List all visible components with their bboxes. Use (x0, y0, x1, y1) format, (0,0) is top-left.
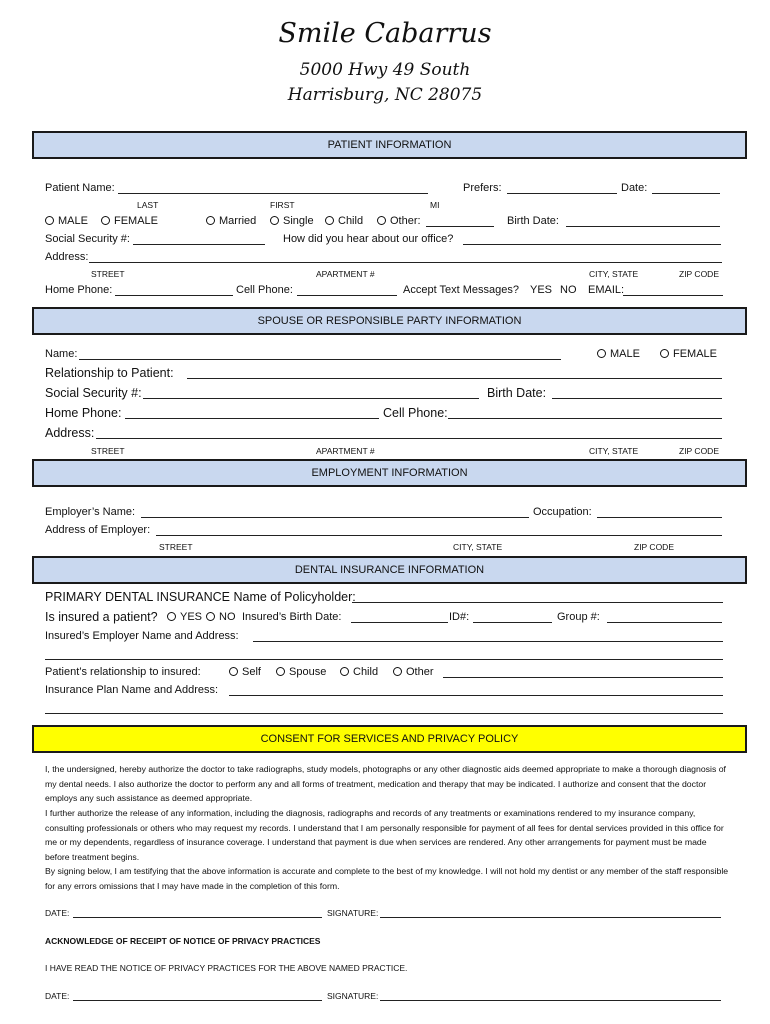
id-field[interactable] (473, 622, 552, 623)
insurance-heading: DENTAL INSURANCE INFORMATION (32, 556, 747, 584)
consent-paragraph-1: I, the undersigned, hereby authorize the doctor to take radiographs, study models, photographs or any other diagnostic aids deemed appropriate to make a thorough diagnosis of my dental needs. I also authorize the doctor to perform any and all forms of treatment, medication and therapy that may be indicated. I authorize and consent that the doctor employs any such assistance as deemed appropriate. (45, 764, 726, 803)
sub-mi: MI (430, 200, 440, 210)
spouse-female-option[interactable]: FEMALE (660, 348, 717, 360)
hear-label: How did you hear about our office? (283, 233, 454, 245)
radio-circle-icon (206, 612, 215, 621)
policyholder-label: PRIMARY DENTAL INSURANCE Name of Policyholder: (45, 590, 356, 604)
spouse-option[interactable]: Spouse (276, 666, 326, 678)
patient-female-option[interactable]: FEMALE (101, 215, 158, 227)
radio-circle-icon (45, 216, 54, 225)
ack-date-field[interactable] (73, 1000, 322, 1001)
patient-info-heading: PATIENT INFORMATION (32, 131, 747, 159)
emp-sub-zip: ZIP CODE (634, 542, 674, 552)
date-field[interactable] (652, 193, 720, 194)
text-msg-yes[interactable]: YES (530, 284, 553, 296)
hear-field[interactable] (463, 244, 721, 245)
plan-label: Insurance Plan Name and Address: (45, 684, 219, 696)
spouse-home-phone-label: Home Phone: (45, 406, 122, 420)
emp-sub-city-state: CITY, STATE (453, 542, 503, 552)
text-msg-no[interactable]: NO (560, 284, 577, 296)
consent-signature-label: SIGNATURE: (327, 908, 379, 918)
relationship-field[interactable] (187, 378, 722, 379)
employer-label: Employer’s Name: (45, 506, 136, 518)
spouse-name-field[interactable] (79, 359, 561, 360)
birth-date-label: Birth Date: (507, 215, 559, 227)
consent-signature-field[interactable] (380, 917, 721, 918)
insured-employer-field-2[interactable] (45, 659, 723, 660)
plan-field[interactable] (229, 695, 723, 696)
group-label: Group #: (557, 611, 600, 623)
radio-circle-icon (270, 216, 279, 225)
address-line-2: Harrisburg, NC 28075 (287, 85, 483, 105)
occupation-label: Occupation: (533, 506, 592, 518)
policyholder-field[interactable] (352, 602, 723, 603)
radio-circle-icon (101, 216, 110, 225)
relationship-label: Relationship to Patient: (45, 366, 174, 380)
radio-circle-icon (340, 667, 349, 676)
radio-circle-icon (597, 349, 606, 358)
radio-circle-icon (206, 216, 215, 225)
is-insured-label: Is insured a patient? (45, 610, 158, 624)
radio-circle-icon (393, 667, 402, 676)
consent-date-label: DATE: (45, 908, 70, 918)
sub-zip: ZIP CODE (679, 269, 719, 279)
ack-heading: ACKNOWLEDGE OF RECEIPT OF NOTICE OF PRIVACY PRACTICES (45, 936, 321, 946)
other-field[interactable] (426, 226, 494, 227)
employer-field[interactable] (141, 517, 529, 518)
sub-city-state: CITY, STATE (589, 269, 639, 279)
other-option[interactable]: Other: (377, 215, 421, 227)
spouse-cell-phone-field[interactable] (448, 418, 722, 419)
radio-circle-icon (377, 216, 386, 225)
insured-birth-label: Insured’s Birth Date: (242, 611, 342, 623)
date-label: Date: (621, 182, 648, 194)
employer-address-field[interactable] (156, 535, 722, 536)
ack-signature-field[interactable] (380, 1000, 721, 1001)
spouse-ssn-field[interactable] (143, 398, 479, 399)
spouse-sub-apartment: APARTMENT # (316, 446, 375, 456)
sub-last: LAST (137, 200, 159, 210)
sub-street: STREET (91, 269, 125, 279)
spouse-birth-field[interactable] (552, 398, 722, 399)
insured-employer-label: Insured’s Employer Name and Address: (45, 630, 239, 642)
home-phone-label: Home Phone: (45, 284, 113, 296)
group-field[interactable] (607, 622, 722, 623)
insured-no-option[interactable]: NO (206, 611, 236, 623)
email-label: EMAIL: (588, 284, 625, 296)
ack-date-label: DATE: (45, 991, 70, 1001)
prefers-field[interactable] (507, 193, 617, 194)
home-phone-field[interactable] (115, 295, 233, 296)
spouse-sub-city-state: CITY, STATE (589, 446, 639, 456)
ack-text: I HAVE READ THE NOTICE OF PRIVACY PRACTICES FOR THE ABOVE NAMED PRACTICE. (45, 963, 408, 973)
address-line-1: 5000 Hwy 49 South (299, 60, 471, 80)
address-field[interactable] (89, 262, 722, 263)
relationship-insured-label: Patient’s relationship to insured: (45, 666, 201, 678)
spouse-sub-street: STREET (91, 446, 125, 456)
radio-circle-icon (276, 667, 285, 676)
consent-paragraph-3: By signing below, I am testifying that the above information is accurate and complete to the best of my knowledge. I will not hold my dentist or any member of the staff responsible for any errors omissions that I may have made in the completion of this form. (45, 866, 729, 891)
other-rel-option[interactable]: Other (393, 666, 434, 678)
radio-circle-icon (325, 216, 334, 225)
spouse-address-field[interactable] (96, 438, 722, 439)
sub-apartment: APARTMENT # (316, 269, 375, 279)
sub-first: FIRST (270, 200, 295, 210)
ssn-label: Social Security #: (45, 233, 130, 245)
consent-paragraph-2: I further authorize the release of any information, including the diagnosis, radiographs and records of any treatments or examinations rendered to my insurance company, consulting professionals or others who may request my records. I understand that I am personally responsible for payment of all fees for dental services provided in this office for me or my dependents, regardless of insurance coverage. I understand that payment is due when services are rendered. Any other arrangements for payment must be made before treatment begins. (45, 808, 724, 862)
id-label: ID#: (449, 611, 470, 623)
spouse-cell-phone-label: Cell Phone: (383, 406, 448, 420)
patient-male-option[interactable]: MALE (45, 215, 88, 227)
employer-address-label: Address of Employer: (45, 524, 151, 536)
other-rel-field[interactable] (443, 677, 723, 678)
spouse-address-label: Address: (45, 426, 95, 440)
insured-birth-field[interactable] (351, 622, 448, 623)
ssn-field[interactable] (133, 244, 265, 245)
spouse-sub-zip: ZIP CODE (679, 446, 719, 456)
patient-name-field[interactable] (118, 193, 428, 194)
address-label: Address: (45, 251, 89, 263)
email-field[interactable] (623, 295, 723, 296)
radio-circle-icon (660, 349, 669, 358)
child-option[interactable]: Child (325, 215, 363, 227)
patient-name-label: Patient Name: (45, 182, 115, 194)
spouse-name-label: Name: (45, 348, 78, 360)
consent-date-field[interactable] (73, 917, 322, 918)
birth-date-field[interactable] (566, 226, 720, 227)
insured-employer-field[interactable] (253, 641, 723, 642)
ack-signature-label: SIGNATURE: (327, 991, 379, 1001)
spouse-male-option[interactable]: MALE (597, 348, 640, 360)
practice-name: Smile Cabarrus (278, 18, 492, 49)
radio-circle-icon (167, 612, 176, 621)
cell-phone-field[interactable] (297, 295, 397, 296)
spouse-ssn-label: Social Security #: (45, 386, 142, 400)
prefers-label: Prefers: (463, 182, 502, 194)
self-option[interactable]: Self (229, 666, 261, 678)
text-msg-label: Accept Text Messages? (403, 284, 519, 296)
cell-phone-label: Cell Phone: (236, 284, 293, 296)
spouse-birth-label: Birth Date: (487, 386, 547, 400)
insured-yes-option[interactable]: YES (167, 611, 202, 623)
consent-heading: CONSENT FOR SERVICES AND PRIVACY POLICY (32, 725, 747, 753)
radio-circle-icon (229, 667, 238, 676)
occupation-field[interactable] (597, 517, 722, 518)
child-rel-option[interactable]: Child (340, 666, 378, 678)
married-option[interactable]: Married (206, 215, 256, 227)
single-option[interactable]: Single (270, 215, 314, 227)
plan-field-2[interactable] (45, 713, 723, 714)
emp-sub-street: STREET (159, 542, 193, 552)
spouse-home-phone-field[interactable] (125, 418, 379, 419)
employment-heading: EMPLOYMENT INFORMATION (32, 459, 747, 487)
spouse-heading: SPOUSE OR RESPONSIBLE PARTY INFORMATION (32, 307, 747, 335)
